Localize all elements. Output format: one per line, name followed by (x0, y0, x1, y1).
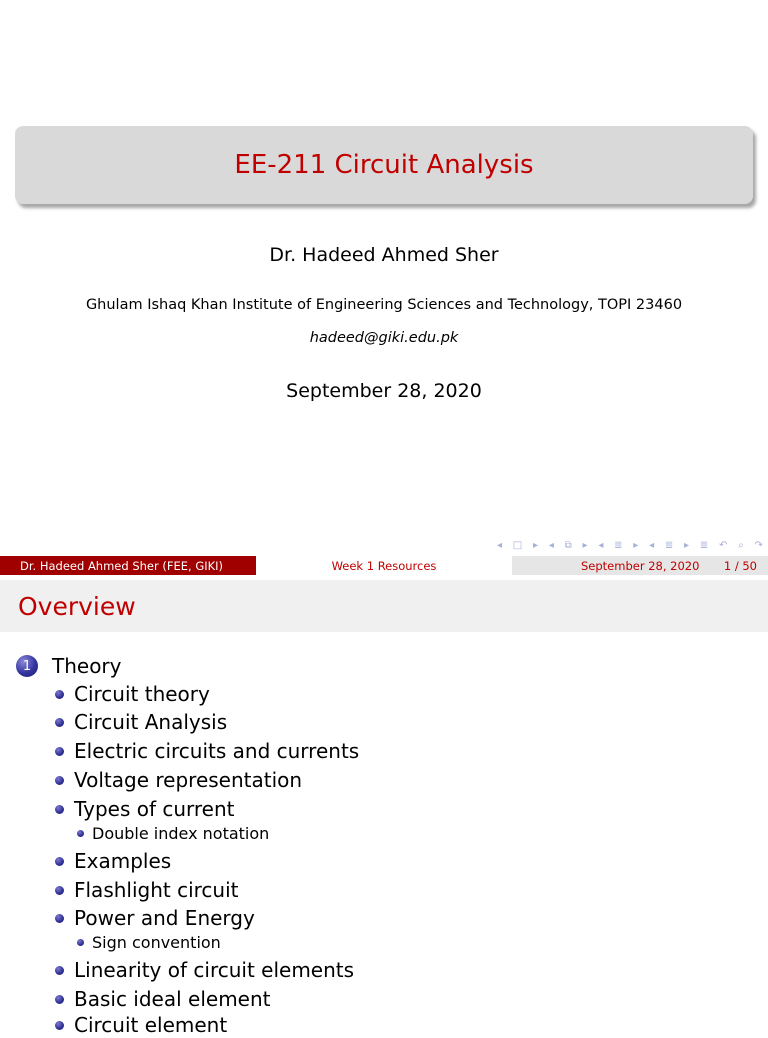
nav-section-icon[interactable]: ≣ (664, 539, 674, 551)
footer-date: September 28, 2020 (581, 558, 700, 573)
list-item-label: Linearity of circuit elements (74, 958, 355, 982)
sub-list-item-label: Sign convention (92, 932, 221, 952)
bullet-icon (77, 939, 84, 946)
bullet-icon (55, 857, 64, 866)
bullet-icon (55, 966, 64, 975)
section-label: Theory (52, 654, 122, 678)
author-email[interactable]: hadeed@giki.edu.pk (309, 330, 459, 346)
nav-prev-section-icon[interactable]: ◂ (649, 539, 655, 551)
nav-subsection-icon[interactable]: ≣ (614, 539, 623, 551)
sub-list-item[interactable] (77, 823, 269, 843)
nav-search-icon[interactable]: ⌕ (738, 539, 744, 551)
nav-next-subsection-icon[interactable]: ▸ (633, 539, 639, 551)
author-name: Dr. Hadeed Ahmed Sher (269, 244, 499, 266)
footer-author: Dr. Hadeed Ahmed Sher (FEE, GIKI) (0, 556, 256, 575)
list-item-label: Circuit element (74, 1013, 228, 1037)
nav-prev-frame-icon[interactable]: ◂ (548, 539, 554, 551)
frame-title-bar (0, 580, 768, 632)
footer-right-panel (512, 556, 768, 575)
list-item-label: Circuit theory (74, 682, 210, 706)
footer-bar (0, 556, 768, 575)
list-item-label: Circuit Analysis (74, 710, 228, 734)
bullet-icon (55, 718, 64, 727)
list-item[interactable] (55, 681, 210, 707)
nav-prev-slide-icon[interactable]: ◂ (497, 539, 503, 551)
nav-back-icon[interactable]: ↶ (718, 539, 728, 551)
presentation-title: EE-211 Circuit Analysis (234, 150, 534, 180)
list-item-label: Types of current (74, 797, 235, 821)
institute-name: Ghulam Ishaq Khan Institute of Engineering Sciences and Technology, TOPI 23460 (85, 297, 683, 313)
list-item[interactable] (55, 1012, 227, 1038)
presentation-date: September 28, 2020 (286, 380, 482, 402)
nav-next-section-icon[interactable]: ▸ (684, 539, 690, 551)
nav-next-slide-icon[interactable]: ▸ (533, 539, 539, 551)
nav-frame-icon[interactable]: ⧉ (564, 539, 572, 551)
list-item-label: Voltage representation (74, 768, 303, 792)
footer-title: Week 1 Resources (256, 556, 512, 575)
nav-next-frame-icon[interactable]: ▸ (582, 539, 588, 551)
nav-prev-subsection-icon[interactable]: ◂ (598, 539, 604, 551)
sub-list-item[interactable] (77, 932, 221, 952)
page-number: 1 / 50 (723, 558, 757, 573)
list-item-label: Flashlight circuit (74, 878, 239, 902)
list-item[interactable] (55, 796, 235, 822)
bullet-icon (55, 995, 64, 1004)
section-entry[interactable] (16, 652, 122, 680)
bullet-icon (55, 914, 64, 923)
nav-toc-icon[interactable]: ≣ (699, 539, 709, 551)
bullet-icon (55, 776, 64, 785)
section-number-ball: 1 (16, 655, 38, 677)
title-block (15, 126, 753, 204)
list-item[interactable] (55, 986, 271, 1012)
list-item[interactable] (55, 767, 302, 793)
nav-forward-icon[interactable]: ↷ (754, 539, 763, 551)
list-item[interactable] (55, 877, 239, 903)
bullet-icon (55, 1021, 64, 1030)
bullet-icon (77, 830, 84, 837)
list-item-label: Basic ideal element (74, 987, 271, 1011)
bullet-icon (55, 747, 64, 756)
list-item-label: Examples (74, 849, 172, 873)
list-item-label: Electric circuits and currents (74, 739, 360, 763)
sub-list-item-label: Double index notation (92, 823, 270, 843)
bullet-icon (55, 886, 64, 895)
navigation-bar (497, 538, 763, 552)
list-item[interactable] (55, 738, 359, 764)
list-item[interactable] (55, 957, 354, 983)
list-item-label: Power and Energy (74, 906, 255, 930)
bullet-icon (55, 805, 64, 814)
bullet-icon (55, 690, 64, 699)
nav-slide-icon[interactable]: □ (512, 539, 523, 551)
list-item[interactable] (55, 709, 227, 735)
list-item[interactable] (55, 848, 171, 874)
frame-title: Overview (18, 591, 136, 621)
list-item[interactable] (55, 905, 255, 931)
